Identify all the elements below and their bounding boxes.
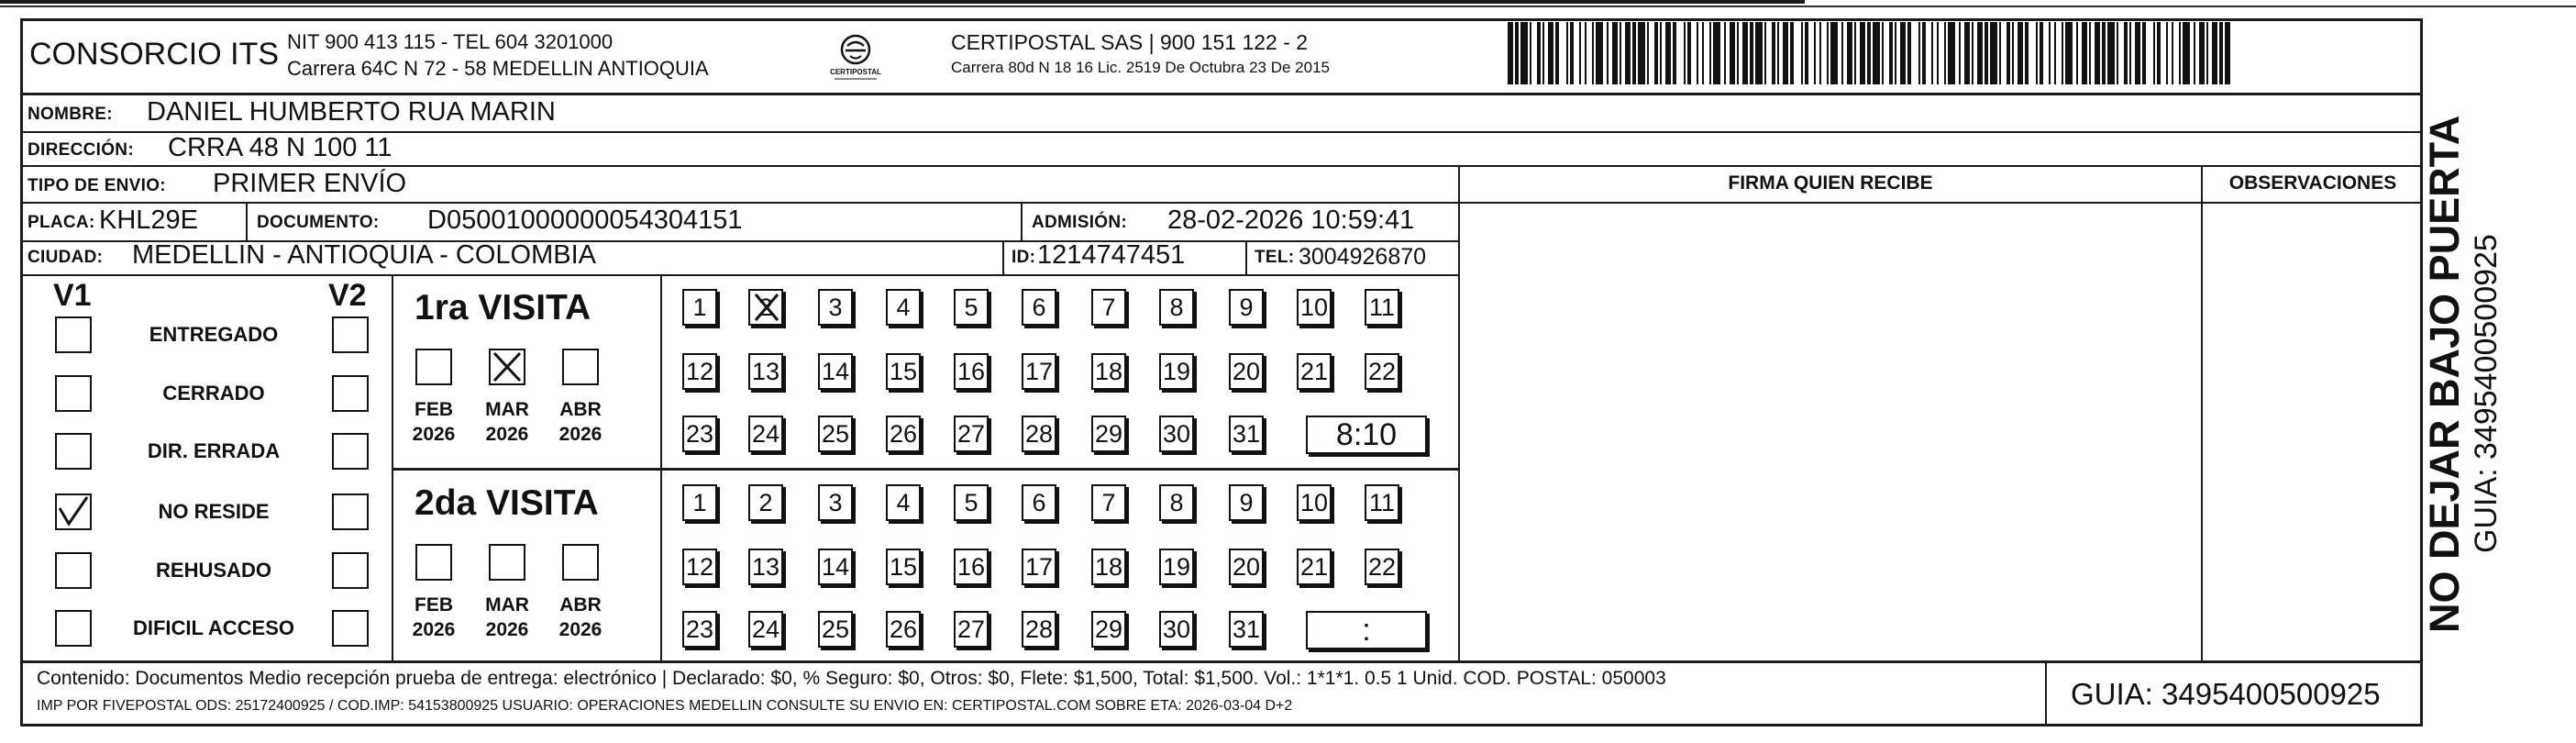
day-box[interactable]: 18 — [1091, 353, 1126, 390]
tel-label: TEL: — [1255, 248, 1295, 267]
day-box[interactable]: 24 — [748, 611, 783, 648]
id-label: ID: — [1012, 248, 1036, 267]
day-box[interactable]: 22 — [1365, 353, 1399, 390]
day-box[interactable]: 15 — [886, 549, 921, 585]
month-name: FEB — [415, 399, 453, 420]
v2-checkbox[interactable] — [332, 610, 369, 647]
company-address: Carrera 64C N 72 - 58 MEDELLIN ANTIOQUIA — [287, 57, 709, 80]
nombre-value: DANIEL HUMBERTO RUA MARIN — [147, 97, 556, 127]
month-checkbox[interactable] — [562, 349, 599, 385]
ciudad-label: CIUDAD: — [28, 248, 104, 267]
day-box[interactable]: 4 — [886, 289, 921, 326]
v1-header: V1 — [53, 278, 92, 313]
col-line — [2045, 660, 2047, 726]
carrier-name: CERTIPOSTAL SAS | 900 151 122 - 2 — [951, 30, 1309, 54]
v1-checkbox[interactable] — [55, 433, 92, 470]
day-box[interactable]: 26 — [886, 611, 921, 648]
month-year: 2026 — [412, 424, 456, 445]
visit-title: 1ra VISITA — [415, 288, 591, 327]
no-dejar-warning: NO DEJAR BAJO PUERTA — [2421, 115, 2468, 633]
day-box[interactable]: 21 — [1297, 353, 1332, 390]
month-checkbox[interactable] — [489, 544, 525, 581]
svg-text:CERTIPOSTAL: CERTIPOSTAL — [830, 68, 881, 76]
month-year: 2026 — [485, 424, 529, 445]
row-line — [20, 274, 1460, 276]
day-box[interactable]: 20 — [1229, 353, 1264, 390]
day-box[interactable]: 7 — [1091, 484, 1126, 521]
day-box[interactable]: 6 — [1022, 289, 1056, 326]
day-box[interactable]: 31 — [1229, 611, 1264, 648]
day-box[interactable]: 19 — [1159, 549, 1194, 585]
reason-label: CERRADO — [162, 382, 265, 405]
day-box[interactable]: 17 — [1022, 353, 1056, 390]
direccion-value: CRRA 48 N 100 11 — [168, 133, 392, 162]
tel-value: 3004926870 — [1299, 244, 1427, 270]
day-box[interactable]: 11 — [1365, 484, 1399, 521]
col-line — [1021, 202, 1023, 240]
tipo-envio-label: TIPO DE ENVIO: — [28, 176, 166, 195]
month-name: MAR — [485, 594, 529, 615]
day-box[interactable]: 21 — [1297, 549, 1332, 585]
month-year: 2026 — [485, 619, 529, 640]
month-name: ABR — [559, 594, 602, 615]
day-box[interactable]: 23 — [682, 611, 717, 648]
day-box[interactable]: 1 — [682, 484, 717, 521]
footer-contents: Contenido: Documentos Medio recepción prueba de entrega: electrónico | Declarado: $0, % Seguro: $0, Otros: $0, Flete: $1,500, Total: $1,500. Vol.: 1*1*1. 0.5 1 Unid. COD. POSTAL: 050003 — [37, 668, 1666, 689]
day-box[interactable]: 30 — [1159, 416, 1194, 452]
col-line — [246, 202, 248, 240]
day-box[interactable]: 29 — [1091, 611, 1126, 648]
day-box[interactable]: 28 — [1022, 611, 1056, 648]
admision-value: 28-02-2026 10:59:41 — [1167, 205, 1415, 235]
v1-checkbox[interactable] — [55, 375, 92, 412]
month-checkbox[interactable] — [415, 544, 452, 581]
col-line — [392, 274, 393, 661]
day-box[interactable]: 15 — [886, 353, 921, 390]
row-line — [20, 165, 2423, 167]
day-box[interactable]: 19 — [1159, 353, 1194, 390]
placa-label: PLACA: — [28, 213, 95, 232]
ciudad-value: MEDELLIN - ANTIOQUIA - COLOMBIA — [132, 240, 596, 270]
col-line — [1458, 165, 1460, 661]
day-box[interactable]: 29 — [1091, 416, 1126, 452]
day-box[interactable]: 4 — [886, 484, 921, 521]
day-box[interactable]: 30 — [1159, 611, 1194, 648]
day-box[interactable]: 12 — [682, 549, 717, 585]
month-year: 2026 — [558, 424, 603, 445]
top-edge-line — [0, 0, 1805, 4]
footer-print-info: IMP POR FIVEPOSTAL ODS: 25172400925 / COD.IMP: 54153800925 USUARIO: OPERACIONES MEDELLIN CONSULTE SU ENVIO EN: CERTIPOSTAL.COM SOBRE ETA: 2026-03-04 D+2 — [37, 698, 1293, 714]
day-box[interactable]: 14 — [818, 353, 853, 390]
v2-checkbox[interactable] — [332, 316, 369, 353]
placa-value: KHL29E — [99, 205, 199, 235]
day-box[interactable]: 28 — [1022, 416, 1056, 452]
footer-guia: GUIA: 3495400500925 — [2071, 677, 2381, 711]
direccion-label: DIRECCIÓN: — [28, 140, 134, 160]
visit-title: 2da VISITA — [415, 483, 599, 523]
time-box[interactable]: : — [1306, 611, 1427, 649]
v1-checkbox[interactable] — [55, 493, 92, 530]
day-box[interactable]: 17 — [1022, 549, 1056, 585]
day-box[interactable]: 16 — [954, 549, 989, 585]
observaciones-header: OBSERVACIONES — [2228, 172, 2397, 194]
col-line — [1245, 240, 1247, 274]
v2-checkbox[interactable] — [332, 493, 369, 530]
v2-header: V2 — [328, 278, 367, 313]
day-box[interactable]: 27 — [954, 611, 989, 648]
month-name: FEB — [415, 594, 453, 615]
day-box[interactable]: 18 — [1091, 549, 1126, 585]
day-box[interactable]: 2 — [748, 484, 783, 521]
side-guia: GUIA: 3495400500925 — [2469, 234, 2504, 553]
documento-value: D05001000000054304151 — [427, 205, 743, 235]
v1-checkbox[interactable] — [55, 610, 92, 647]
v1-checkbox[interactable] — [55, 552, 92, 589]
day-box[interactable]: 9 — [1229, 484, 1264, 521]
admision-label: ADMISIÓN: — [1032, 213, 1128, 232]
day-box[interactable]: 5 — [954, 484, 989, 521]
day-box[interactable]: 3 — [818, 289, 853, 326]
month-year: 2026 — [558, 619, 603, 640]
documento-label: DOCUMENTO: — [257, 213, 380, 232]
day-box[interactable]: 8 — [1159, 484, 1194, 521]
day-box[interactable]: 11 — [1365, 289, 1399, 326]
carrier-address: Carrera 80d N 18 16 Lic. 2519 De Octubra 23 De 2015 — [951, 59, 1330, 76]
day-box[interactable]: 13 — [748, 353, 783, 390]
reason-label: DIR. ERRADA — [147, 439, 281, 462]
day-box[interactable]: 23 — [682, 416, 717, 452]
day-box[interactable]: 24 — [748, 416, 783, 452]
day-box[interactable]: 25 — [818, 416, 853, 452]
reason-label: ENTREGADO — [149, 323, 279, 346]
day-box[interactable]: 3 — [818, 484, 853, 521]
visits-divider — [392, 468, 1460, 471]
month-name: MAR — [485, 399, 529, 420]
v1-checkbox[interactable] — [55, 316, 92, 353]
day-box[interactable]: 25 — [818, 611, 853, 648]
v2-checkbox[interactable] — [332, 552, 369, 589]
day-box[interactable]: 27 — [954, 416, 989, 452]
col-line — [2201, 165, 2203, 661]
day-box[interactable]: 16 — [954, 353, 989, 390]
tipo-envio-value: PRIMER ENVÍO — [213, 169, 407, 198]
day-box[interactable]: 6 — [1022, 484, 1056, 521]
col-line — [660, 274, 662, 661]
month-year: 2026 — [412, 619, 456, 640]
day-box[interactable]: 13 — [748, 549, 783, 585]
row-line — [20, 202, 2423, 204]
id-value: 1214747451 — [1037, 240, 1186, 270]
day-box[interactable]: 10 — [1297, 484, 1332, 521]
day-box[interactable]: 2 — [748, 289, 783, 326]
month-checkbox[interactable] — [415, 349, 452, 385]
month-checkbox[interactable] — [489, 349, 525, 385]
day-box[interactable]: 20 — [1229, 549, 1264, 585]
day-box[interactable]: 22 — [1365, 549, 1399, 585]
day-box[interactable]: 14 — [818, 549, 853, 585]
reason-label: REHUSADO — [156, 559, 271, 582]
v2-checkbox[interactable] — [332, 375, 369, 412]
company-name: CONSORCIO ITS — [29, 37, 280, 72]
col-line — [1002, 240, 1004, 274]
reason-label: NO RESIDE — [158, 500, 270, 523]
day-box[interactable]: 10 — [1297, 289, 1332, 326]
day-box[interactable]: 12 — [682, 353, 717, 390]
time-box[interactable]: 8:10 — [1306, 416, 1427, 454]
day-box[interactable]: 9 — [1229, 289, 1264, 326]
day-box[interactable]: 31 — [1229, 416, 1264, 452]
top-edge-line-2 — [0, 6, 2576, 7]
day-box[interactable]: 26 — [886, 416, 921, 452]
footer-divider — [20, 660, 2423, 663]
day-box[interactable]: 5 — [954, 289, 989, 326]
month-name: ABR — [559, 399, 602, 420]
company-nit: NIT 900 413 115 - TEL 604 3201000 — [287, 30, 614, 53]
firma-header: FIRMA QUIEN RECIBE — [1728, 172, 1933, 194]
nombre-label: NOMBRE: — [28, 105, 113, 124]
v2-checkbox[interactable] — [332, 433, 369, 470]
day-box[interactable]: 7 — [1091, 289, 1126, 326]
reason-label: DIFICIL ACCESO — [132, 616, 294, 639]
day-box[interactable]: 8 — [1159, 289, 1194, 326]
day-box[interactable]: 1 — [682, 289, 717, 326]
header-divider — [20, 93, 2423, 95]
month-checkbox[interactable] — [562, 544, 599, 581]
